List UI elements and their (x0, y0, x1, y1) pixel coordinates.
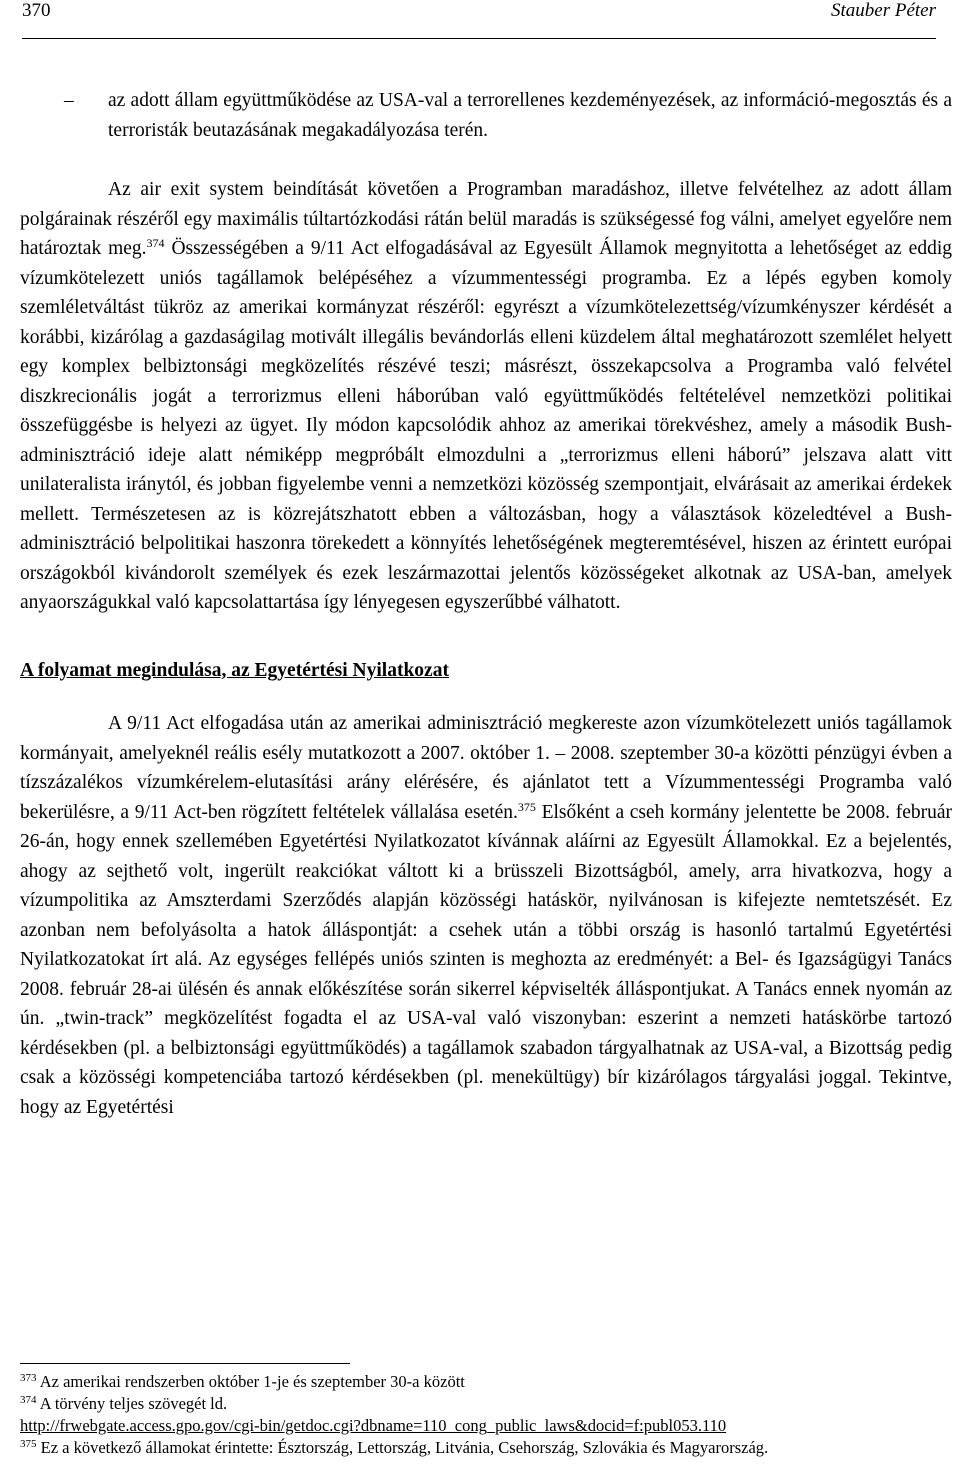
footnote-number: 375 (20, 1438, 37, 1450)
paragraph-1-text-b: Összességében a 9/11 Act elfogadásával az Egyesült Államok megnyitotta a lehetőséget az eddig vízumkötelezett uniós tagállamok belépéséhez a vízummentességi programba. Ez a lépés egyben komoly szemléletváltást tükröz az amerikai kormányzat részéről: egyrészt a vízumkötelezettség/vízumkényszer kérdését a korábbi, kizárólag a gazdaságilag motivált illegális bevándorlás elleni küzdelem által meghatározott szemlélet helyett egy komplex belbiztonsági megközelítés részévé teszi; másrészt, összekapcsolva a Programba való felvétel diszkrecionális jogát a terrorizmus elleni háborúban való együttműködés feltételével nemzetközi politikai összefüggésbe is helyezi az ügyet. Ily módon kapcsolódik ahhoz az amerikai törekvéshez, amely a második Bush-adminisztráció ideje alatt némiképp megpróbált elmozdulni a „terrorizmus elleni háború” jelszava alatt vitt unilateralista iránytól, és jobban figyelembe venni a nemzetközi közösség szempontjait, elvárásait az amerikai érdekek mellett. Természetesen az is közrejátszhatott ebben a változásban, hogy a választások közeledtével a Bush-adminisztráció belpolitikai haszonra törekedett a könnyítés lehetőségének megteremtésével, hiszen az érintett európai országokból kivándorolt személyek és ezek leszármazottai jelentős közösségeket alkotnak az USA-ban, amelyek anyaországukkal való kapcsolattartása így lényegesen egyszerűbbé válhatott. (20, 238, 952, 613)
footnote-ref-374[interactable]: 374 (146, 236, 165, 250)
paragraph-1 (20, 175, 952, 618)
running-author: Stauber Péter (830, 0, 936, 21)
footnote-text: A törvény teljes szövegét ld. (36, 1394, 228, 1413)
footnote-375 (20, 1437, 952, 1459)
list-item (20, 86, 952, 145)
page-header (22, 0, 936, 39)
paragraph-2-text-b: Elsőként a cseh kormány jelentette be 2008. február 26-án, hogy ennek szellemében Egyetértési Nyilatkozatot kívánnak aláírni az Egyesült Államokkal. Ez a bejelentés, ahogy az sejthető volt, ingerült reakciókat váltott ki a brüsszeli Bizottságból, amely, arra hivatkozva, hogy a vízumpolitika az Amszterdami Szerződés alapján közösségi hatáskör, nyilvánosan is kifejezte nemtetszését. Ez azonban nem befolyásolta a hatok álláspontját: a csehek után a többi ország is hasonló tartalmú Egyetértési Nyilatkozatokat írt alá. Az egységes fellépés uniós szinten is meghozta az eredményét: a Bel- és Igazságügyi Tanács 2008. február 28-ai ülésén és annak előkészítése során sikerrel képviselték álláspontjukat. A Tanács ennek nyomán az ún. „twin-track” megközelítést fogadta el az USA-val való viszonyban: eszerint a nemzeti hatáskörbe tartozó kérdésekben (pl. a belbiztonsági együttműködés) a tagállamok szabadon tárgyalhatnak az USA-val, a Bizottság pedig csak a közösségi kompetenciába tartozó kérdésekben (pl. menekültügy) bír kizárólagos tárgyalási joggal. Tekintve, hogy az Egyetértési (20, 801, 952, 1118)
paragraph-2-text-a: A 9/11 Act elfogadása után az amerikai adminisztráció megkereste azon vízumkötelezett uniós tagállamok kormányait, amelyeknél reális esély mutatkozott a 2007. október 1. – 2008. szeptember 30-a közötti pénzügyi évben a tízszázalékos vízumkérelem-elutasítási arány elérésére, és ajánlatot tett a Vízummentességi Programba való bekerülésre, a 9/11 Act-ben rögzített feltételek vállalása esetén. (20, 713, 952, 823)
paragraph-2 (20, 709, 952, 1122)
section-heading: A folyamat megindulása, az Egyetértési Nyilatkozat (20, 659, 449, 681)
footnote-separator (20, 1363, 350, 1364)
footnote-number: 373 (20, 1372, 37, 1384)
footnote-374-link[interactable]: http://frwebgate.access.gpo.gov/cgi-bin/getdoc.cgi?dbname=110_cong_public_laws&docid=f:publ053.110 (20, 1416, 727, 1435)
footnote-text: Az amerikai rendszerben október 1-je és szeptember 30-a között (36, 1372, 465, 1391)
footnote-374 (20, 1393, 952, 1415)
list-item-text: az adott állam együttműködése az USA-val a terrorellenes kezdeményezések, az információ-megosztás és a terroristák beutazásának megakadályozása terén. (108, 90, 952, 141)
body-text (20, 86, 952, 1122)
list-dash: – (64, 90, 74, 111)
page-number: 370 (22, 0, 51, 21)
footnotes (20, 1371, 952, 1459)
footnote-number: 374 (20, 1394, 37, 1406)
paragraph-1-text-a: Az air exit system beindítását követően a Programban maradáshoz, illetve felvételhez az adott állam polgárainak részéről egy maximális túltartózkodási rátán belül maradás is szükségessé fog válni, amelyet egyelőre nem határoztak meg. (20, 179, 952, 259)
footnote-373 (20, 1371, 952, 1393)
footnote-ref-375[interactable]: 375 (517, 799, 536, 814)
footnote-text: Ez a következő államokat érintette: Észtország, Lettország, Litvánia, Csehország, Szlovákia és Magyarország. (36, 1438, 769, 1457)
